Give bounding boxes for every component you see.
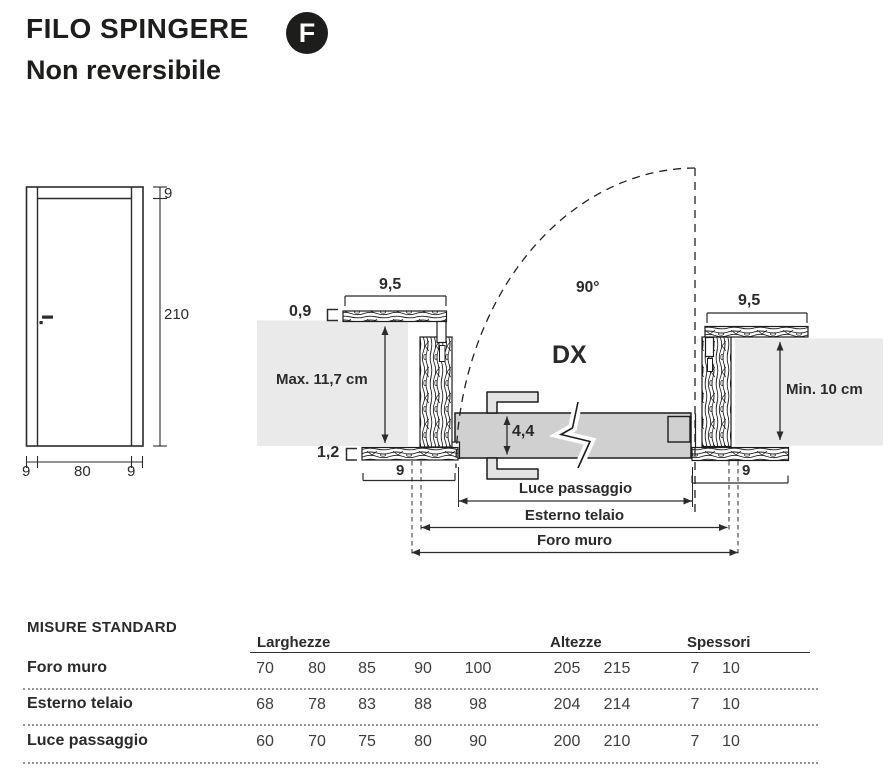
table-group-spessori: Spessori <box>687 634 751 651</box>
table-cell: 100 <box>464 660 492 677</box>
table-row-divider <box>23 724 818 726</box>
handle-top-icon <box>487 392 538 413</box>
table-cell: 90 <box>469 733 487 750</box>
table-cell: 205 <box>553 660 581 677</box>
elevation-top-frame-dim: 9 <box>164 185 173 202</box>
table-row-label: Luce passaggio <box>27 732 148 749</box>
leaf-thickness-dim: 4,4 <box>512 423 535 440</box>
table-cell: 10 <box>722 696 740 713</box>
wall-left-label: Max. 11,7 cm <box>276 371 368 388</box>
type-badge: F <box>286 12 328 54</box>
elevation-bottom-left-dim: 9 <box>22 463 31 480</box>
table-cell: 214 <box>603 696 631 713</box>
cover-plate-bottom-right <box>692 448 789 461</box>
profile-leg-left <box>437 322 446 343</box>
table-group-altezze: Altezze <box>550 634 602 651</box>
cover-plate-bottom-left <box>362 448 458 461</box>
table-cell: 7 <box>690 660 700 677</box>
page-title: FILO SPINGERE <box>26 13 249 44</box>
table-cell: 80 <box>308 660 326 677</box>
frame-depth-right-dim: 9 <box>742 462 751 479</box>
table-cell: 90 <box>414 660 432 677</box>
cover-width-left-dim: 9,5 <box>379 276 402 293</box>
wall-right-label: Min. 10 cm <box>786 381 863 398</box>
swing-angle-label: 90° <box>576 279 600 296</box>
table-row-divider <box>23 688 818 690</box>
elevation-height-dim: 210 <box>164 306 190 323</box>
table-cell: 98 <box>469 696 487 713</box>
table-cell: 215 <box>603 660 631 677</box>
table-cell: 83 <box>358 696 376 713</box>
cover-plate-top-right <box>705 327 808 338</box>
esterno-telaio-label: Esterno telaio <box>524 507 625 524</box>
table-bottom-divider <box>23 762 818 764</box>
table-cell: 85 <box>358 660 376 677</box>
table-header-rule <box>250 652 810 653</box>
page-subtitle: Non reversibile <box>26 55 222 85</box>
seal-slot-right <box>708 359 713 372</box>
table-cell: 70 <box>256 660 274 677</box>
frame-depth-left-dim: 9 <box>396 462 405 479</box>
seal-slot-left <box>440 346 446 362</box>
luce-passaggio-label: Luce passaggio <box>518 480 633 497</box>
table-row-label: Esterno telaio <box>27 695 133 712</box>
profile-leg-right <box>706 338 714 357</box>
table-cell: 210 <box>603 733 631 750</box>
thickness-bracket-09 <box>328 310 339 321</box>
table-group-larghezze: Larghezze <box>257 634 331 651</box>
table-cell: 80 <box>414 733 432 750</box>
elevation-handle-dot <box>40 321 43 324</box>
elevation-bottom-width-dim: 80 <box>74 463 91 480</box>
table-cell: 60 <box>256 733 274 750</box>
table-cell: 88 <box>414 696 432 713</box>
table-title: MISURE STANDARD <box>27 619 178 636</box>
table-cell: 75 <box>358 733 376 750</box>
cover-width-right-dim: 9,5 <box>738 292 761 309</box>
door-elevation <box>26 187 167 468</box>
cover-plate-top-left <box>343 311 447 322</box>
table-cell: 10 <box>722 660 740 677</box>
table-cell: 204 <box>553 696 581 713</box>
frame-post-left <box>420 337 452 447</box>
table-cell: 78 <box>308 696 326 713</box>
thickness-bracket-12 <box>347 449 358 461</box>
table-cell: 200 <box>553 733 581 750</box>
table-cell: 7 <box>690 733 700 750</box>
table-cell: 7 <box>690 696 700 713</box>
elevation-handle-icon <box>42 316 53 319</box>
hand-label: DX <box>552 341 587 369</box>
elevation-bottom-right-dim: 9 <box>127 463 136 480</box>
table-row-label: Foro muro <box>27 659 107 676</box>
cover-thickness-dim: 0,9 <box>289 303 312 320</box>
foro-muro-label: Foro muro <box>537 532 612 549</box>
handle-bottom-icon <box>487 458 538 479</box>
table-cell: 10 <box>722 733 740 750</box>
table-cell: 68 <box>256 696 274 713</box>
bottom-cover-thickness-dim: 1,2 <box>317 444 340 461</box>
table-cell: 70 <box>308 733 326 750</box>
